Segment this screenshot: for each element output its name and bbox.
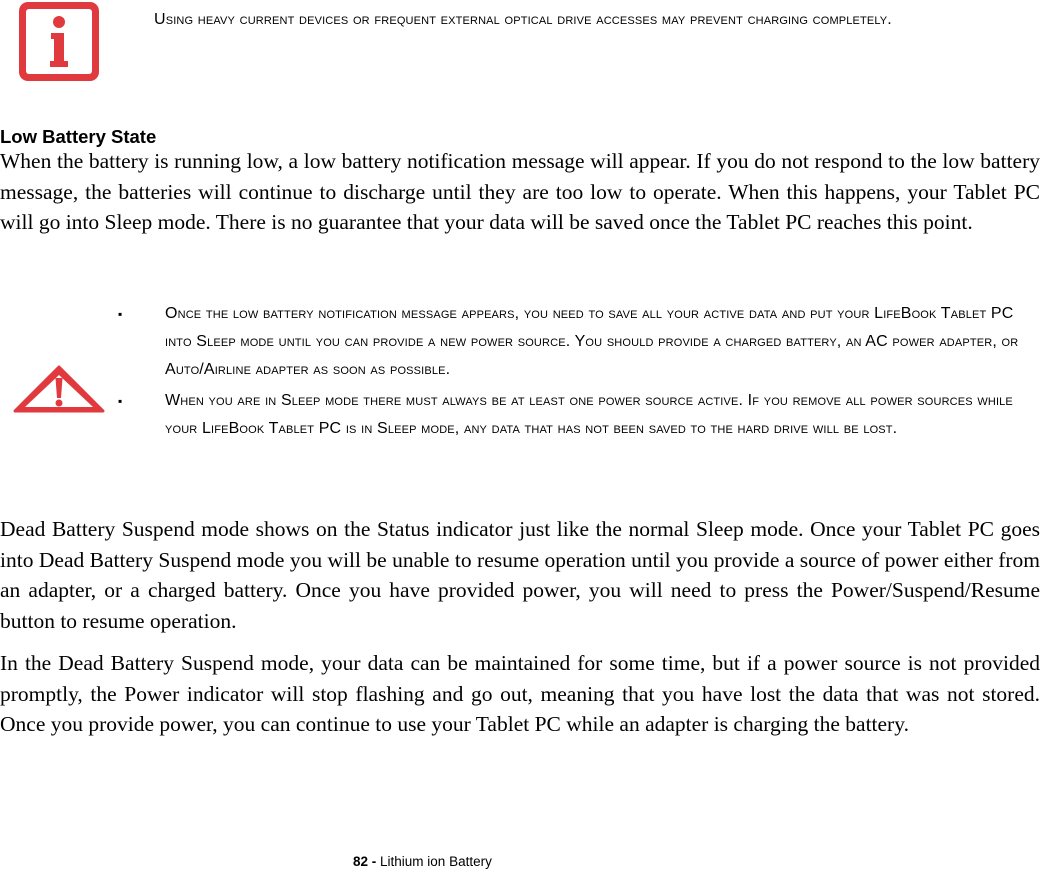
footer-separator: - <box>368 854 381 869</box>
warning-list <box>118 300 1028 446</box>
section-heading: Low Battery State <box>0 126 157 147</box>
warning-item-text: When you are in Sleep mode there must always be at least one power source active. If you remove all power sources while your LifeBook Tablet PC is in Sleep mode, any data that has not been saved to the hard drive will be lost. <box>165 392 1013 437</box>
bullet-icon: ▪ <box>118 394 123 408</box>
dead-battery-data-paragraph: In the Dead Battery Suspend mode, your data can be maintained for some time, but if a power source is not provided promptly, the Power indicator will stop flashing and go out, meaning that you have lost the data that was not stored. Once you provide power, you can continue to use your Tablet PC while an adapter is charging the battery. <box>0 651 1040 736</box>
info-icon <box>17 0 101 83</box>
low-battery-paragraph: When the battery is running low, a low battery notification message will appear. If you do not respond to the low battery message, the batteries will continue to discharge until they are too low to operate. When this happens, your Tablet PC will go into Sleep mode. There is no guarantee that your data will be saved once the Tablet PC reaches this point. <box>0 149 1040 234</box>
page-footer <box>353 854 492 869</box>
warning-item-text: Once the low battery notification message appears, you need to save all your active data and put your LifeBook Tablet PC into Sleep mode until you can provide a new power source. You should provide a charged battery, an AC power adapter, or Auto/Airline adapter as soon as possible. <box>165 305 1019 378</box>
page-number: 82 <box>353 854 369 869</box>
warning-icon <box>13 365 105 413</box>
bullet-icon: ▪ <box>118 307 123 321</box>
warning-item <box>118 300 1028 384</box>
dead-battery-paragraph: Dead Battery Suspend mode shows on the Status indicator just like the normal Sleep mode. Once your Tablet PC goes into Dead Battery Suspend mode you will be unable to resume operation until you provide a source of power either from an adapter, or a charged battery. Once you have provided power, you will need to press the Power/Suspend/Resume button to resume operation. <box>0 517 1040 633</box>
chapter-title: Lithium ion Battery <box>380 854 492 869</box>
warning-item <box>118 387 1028 443</box>
info-note-text: Using heavy current devices or frequent external optical drive accesses may prevent charging completely. <box>154 11 892 28</box>
